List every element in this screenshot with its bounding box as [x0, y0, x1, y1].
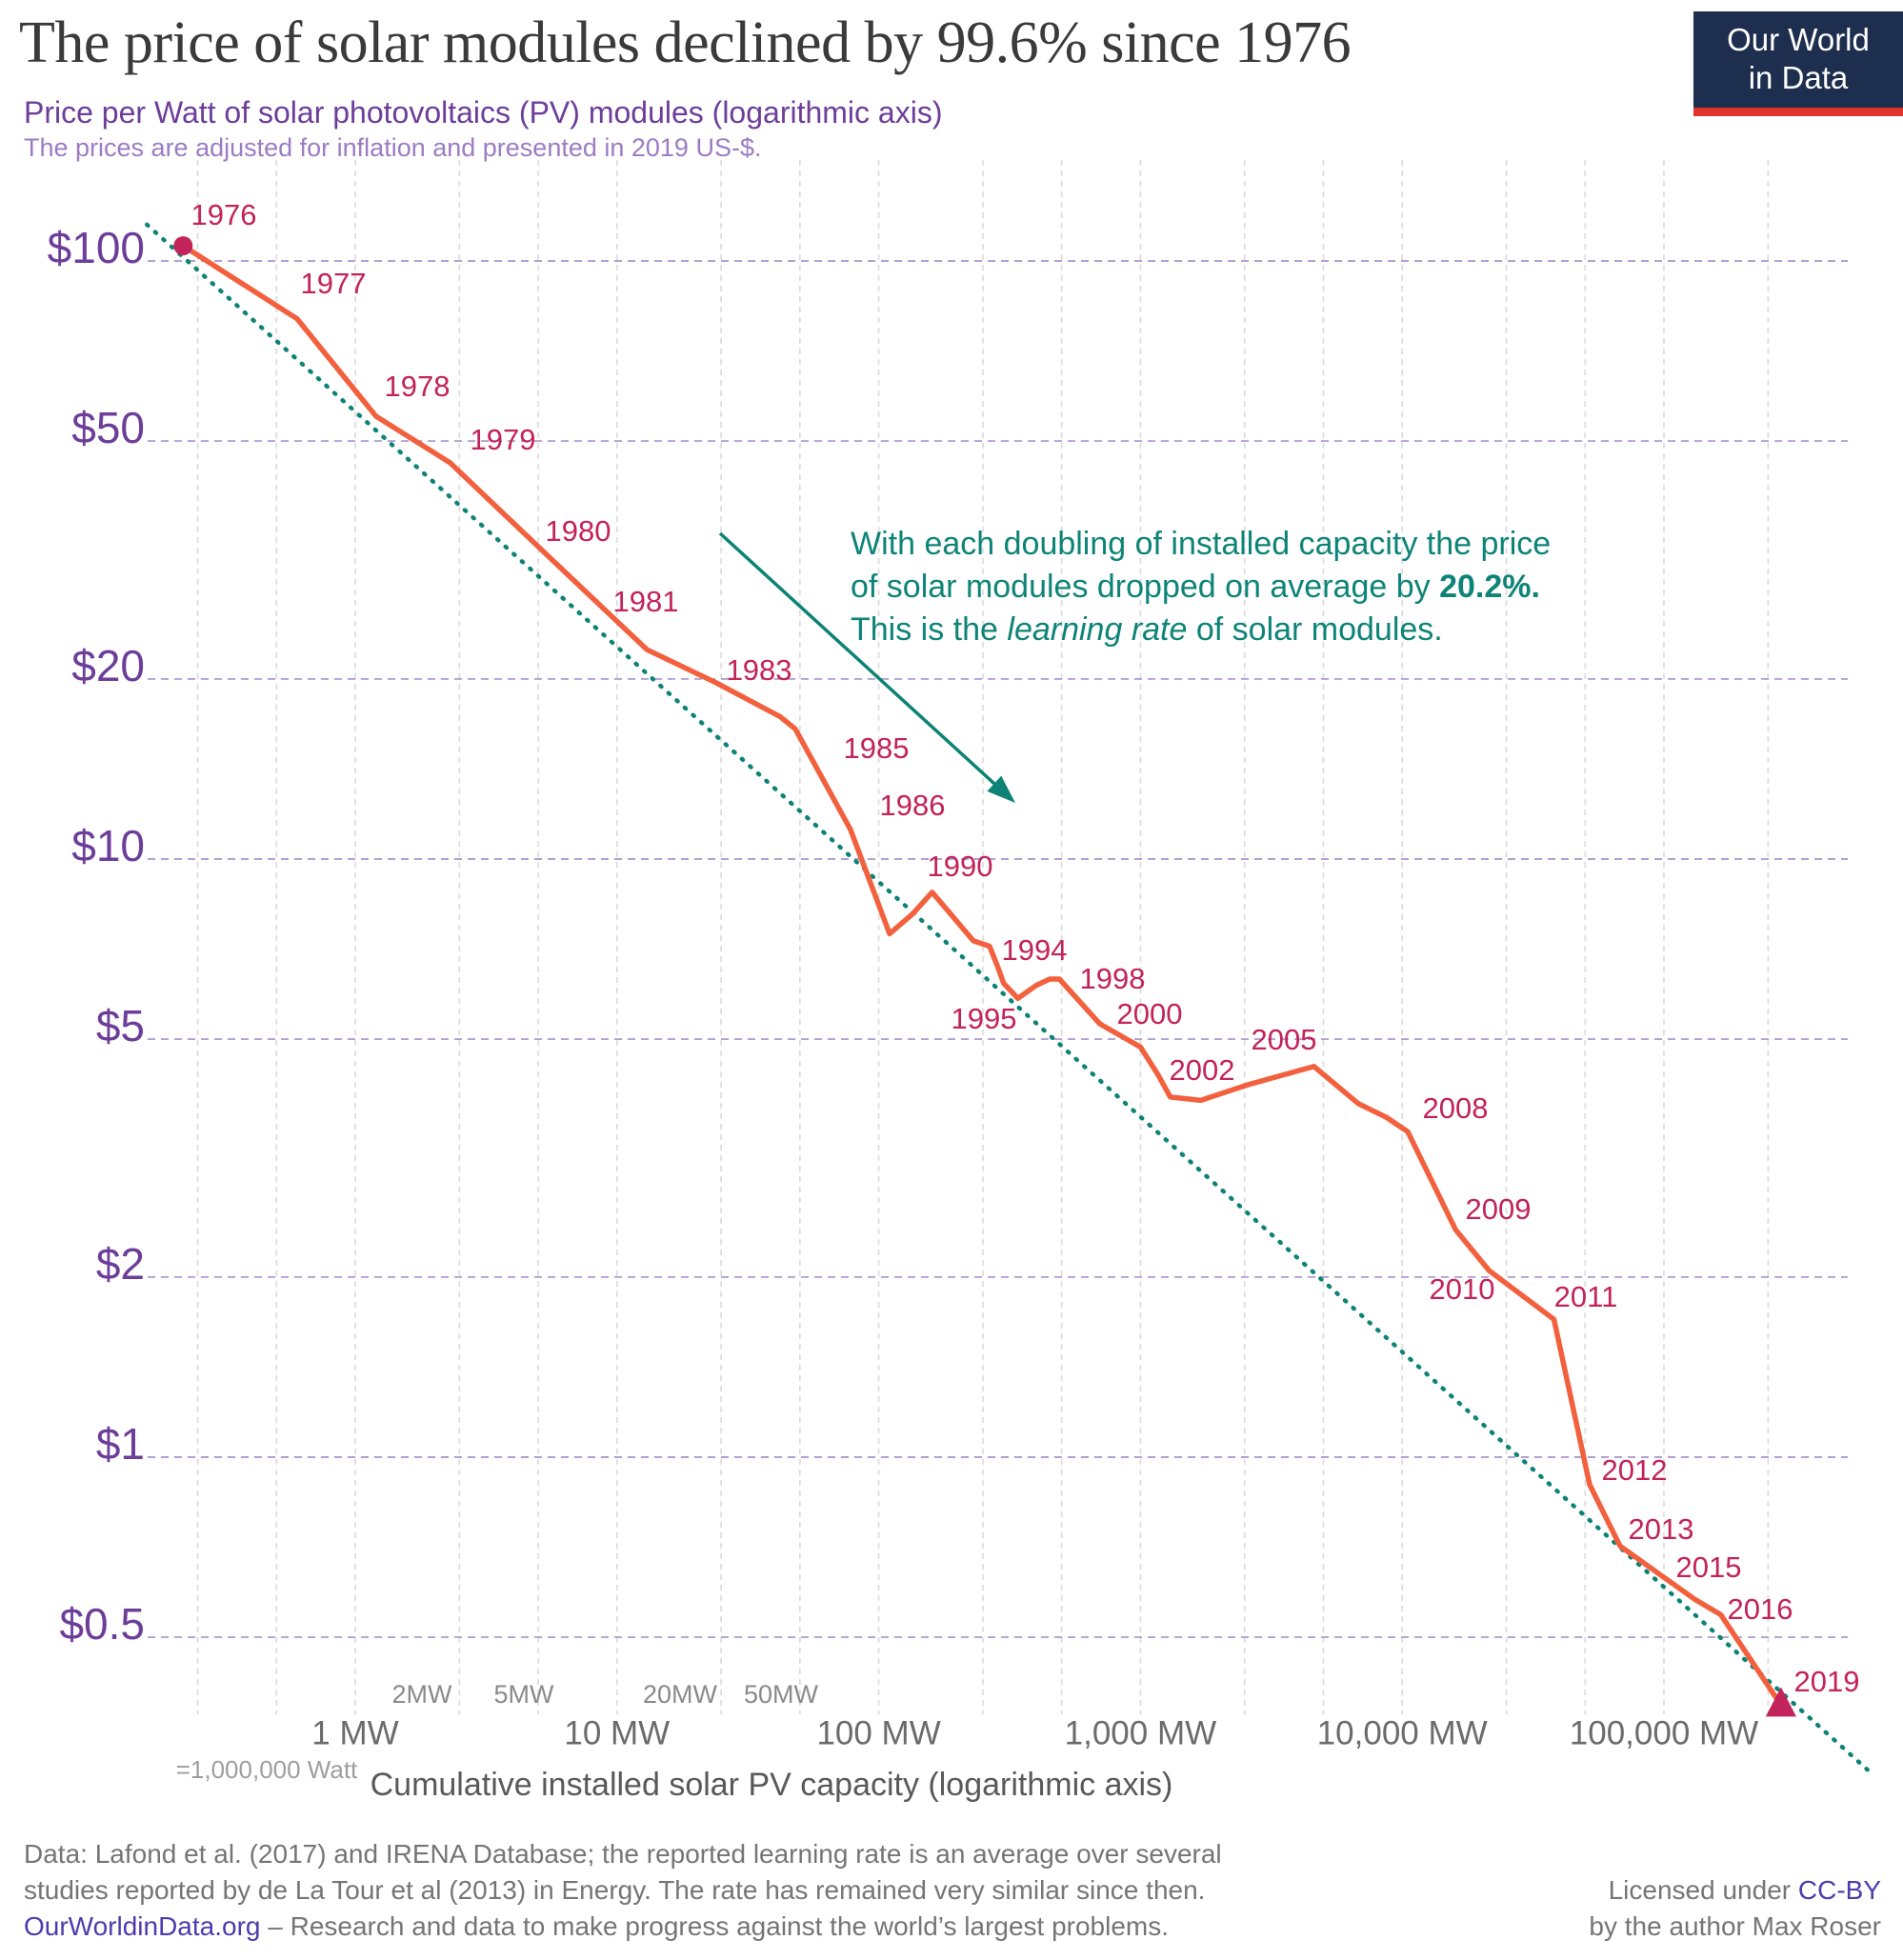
year-label-1994: 1994 — [1001, 933, 1068, 968]
year-label-1977: 1977 — [300, 267, 367, 301]
year-label-1986: 1986 — [879, 789, 946, 823]
x-minor-tick-label: 20MW — [642, 1680, 718, 1710]
year-label-1998: 1998 — [1079, 962, 1146, 996]
year-label-2019: 2019 — [1793, 1665, 1860, 1699]
year-label-2015: 2015 — [1675, 1550, 1742, 1585]
y-tick-label: $10 — [71, 821, 145, 871]
year-label-2008: 2008 — [1422, 1091, 1489, 1126]
series-start-marker — [173, 236, 192, 255]
x-tick-label: 1 MW — [311, 1714, 399, 1752]
y-tick-label: $1 — [95, 1419, 145, 1470]
year-label-2012: 2012 — [1601, 1453, 1668, 1488]
year-label-2009: 2009 — [1465, 1192, 1532, 1227]
x-minor-tick-label: 5MW — [493, 1680, 554, 1710]
x-axis-title: Cumulative installed solar PV capacity (logarithmic axis) — [370, 1766, 1173, 1803]
x-tick-label: 10 MW — [564, 1714, 671, 1752]
owid-logo-line1: Our World — [1727, 22, 1870, 57]
y-tick-label: $0.5 — [59, 1599, 145, 1650]
x-minor-tick-label: 2MW — [391, 1680, 452, 1710]
annotation-line1: With each doubling of installed capacity the price — [851, 526, 1552, 562]
source-line1: Data: Lafond et al. (2017) and IRENA Database; the reported learning rate is an average over several — [24, 1839, 1222, 1869]
source-note — [24, 1836, 1376, 1945]
source-line2: studies reported by de La Tour et al (2013) in Energy. The rate has remained very similar since then. — [24, 1875, 1206, 1905]
year-label-2016: 2016 — [1727, 1592, 1793, 1627]
price-series-line — [183, 246, 1781, 1705]
owid-logo-line2: in Data — [1748, 60, 1849, 95]
x-tick-label: 10,000 MW — [1316, 1714, 1488, 1752]
y-tick-label: $2 — [95, 1239, 145, 1290]
watt-unit-note: =1,000,000 Watt — [175, 1754, 358, 1784]
year-label-2000: 2000 — [1116, 997, 1183, 1031]
license-note — [1195, 1872, 1881, 1945]
learning-rate-annotation — [851, 523, 1736, 651]
year-label-1985: 1985 — [843, 731, 910, 766]
year-label-2010: 2010 — [1429, 1272, 1495, 1307]
annotation-line3: This is the learning rate of solar modules. — [851, 611, 1443, 648]
year-label-1995: 1995 — [951, 1002, 1017, 1036]
author-line: by the author Max Roser — [1589, 1911, 1881, 1941]
trend-line — [147, 225, 1868, 1770]
year-label-2005: 2005 — [1251, 1023, 1317, 1057]
x-minor-tick-label: 50MW — [743, 1680, 819, 1710]
x-tick-label: 100 MW — [816, 1714, 941, 1752]
x-tick-label: 100,000 MW — [1569, 1714, 1759, 1752]
y-tick-label: $50 — [71, 403, 145, 453]
source-line3: OurWorldinData.org – Research and data to make progress against the world’s largest problems. — [24, 1911, 1170, 1941]
y-tick-label: $5 — [95, 1001, 145, 1051]
year-label-2002: 2002 — [1169, 1053, 1235, 1088]
year-label-1980: 1980 — [545, 514, 611, 549]
learning-rate-value: 20.2%. — [1439, 569, 1540, 605]
year-label-1978: 1978 — [384, 370, 451, 404]
year-label-2013: 2013 — [1628, 1512, 1694, 1547]
owid-link[interactable]: OurWorldinData.org — [24, 1911, 261, 1941]
license-line: Licensed under CC-BY — [1608, 1875, 1881, 1905]
chart-subtitle: Price per Watt of solar photovoltaics (PV) modules (logarithmic axis) — [24, 95, 943, 130]
year-label-1983: 1983 — [726, 653, 792, 688]
year-label-1976: 1976 — [190, 198, 257, 232]
year-label-1990: 1990 — [927, 850, 993, 884]
y-tick-label: $100 — [47, 223, 145, 273]
annotation-line2: of solar modules dropped on average by 20.2%. — [851, 569, 1540, 605]
y-tick-label: $20 — [71, 641, 145, 691]
year-label-1981: 1981 — [612, 585, 679, 619]
cc-by-link[interactable]: CC-BY — [1797, 1875, 1881, 1905]
year-label-1979: 1979 — [470, 423, 536, 457]
year-label-2011: 2011 — [1553, 1280, 1618, 1314]
owid-logo[interactable] — [1693, 11, 1903, 108]
chart-inflation-note: The prices are adjusted for inflation and presented in 2019 US-$. — [24, 133, 762, 162]
owid-logo-red-bar — [1693, 108, 1903, 116]
page-title: The price of solar modules declined by 99.6% since 1976 — [19, 10, 1352, 75]
x-tick-label: 1,000 MW — [1064, 1714, 1217, 1752]
